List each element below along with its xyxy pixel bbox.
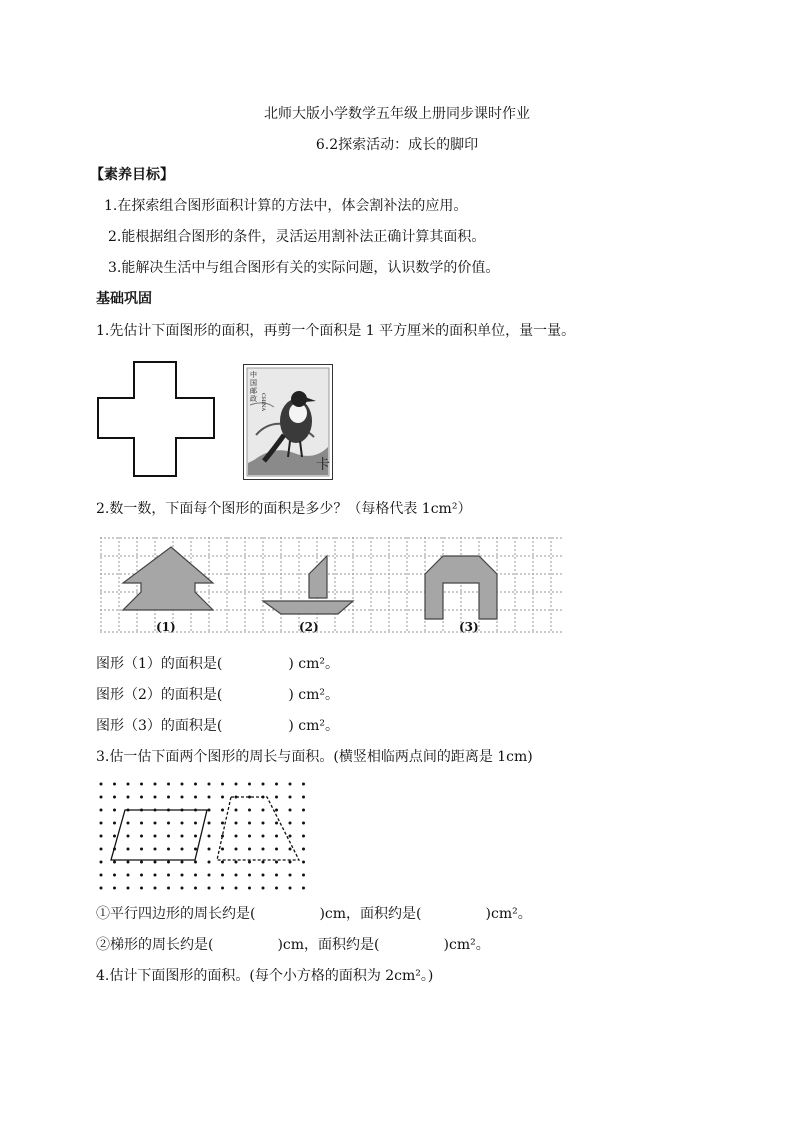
grid-dot [154, 822, 157, 825]
grid-dot [100, 822, 103, 825]
grid-dot [208, 861, 211, 864]
grid-dot [127, 874, 130, 877]
grid-dot [248, 822, 251, 825]
grid-dot [208, 835, 211, 838]
grid-dot [302, 822, 305, 825]
grid-dot [235, 861, 238, 864]
goals-heading: 【素养目标】 [90, 167, 174, 183]
grid-dot [154, 861, 157, 864]
page-title: 北师大版小学数学五年级上册同步课时作业 [264, 106, 530, 122]
grid-dot [127, 796, 130, 799]
shape-1-label: (1) [156, 620, 176, 634]
grid-dot [235, 887, 238, 890]
grid-dot [127, 887, 130, 890]
grid-dot [100, 809, 103, 812]
grid-dot [275, 887, 278, 890]
grid-dot [248, 809, 251, 812]
grid-dot [140, 887, 143, 890]
grid-dot [194, 783, 197, 786]
trapezoid-shape [217, 797, 299, 860]
grid-dot [181, 783, 184, 786]
grid-dot [113, 874, 116, 877]
grid-dot [113, 783, 116, 786]
grid-dot [221, 848, 224, 851]
grid-dot [289, 835, 292, 838]
grid-dot [113, 809, 116, 812]
grid-dot [221, 809, 224, 812]
parallelogram-area-suffix: )cm²。 [485, 906, 532, 922]
grid-dot [302, 887, 305, 890]
stamp-subtext: CHINA [260, 393, 266, 412]
grid-dot [181, 835, 184, 838]
grid-dot [181, 874, 184, 877]
grid-dot [113, 822, 116, 825]
grid-dot [289, 861, 292, 864]
grid-dot [248, 848, 251, 851]
grid-dot [100, 861, 103, 864]
answer-2-suffix: ) cm²。 [288, 687, 340, 703]
grid-dot [167, 887, 170, 890]
grid-dot [221, 861, 224, 864]
grid-dot [302, 809, 305, 812]
grid-dot [235, 822, 238, 825]
shape-3-label: (3) [459, 620, 479, 634]
grid-dot [289, 822, 292, 825]
grid-dot [208, 783, 211, 786]
grid-dot [289, 848, 292, 851]
grid-dot [167, 861, 170, 864]
grid-dot [154, 874, 157, 877]
grid-dot [167, 783, 170, 786]
question-1-text: 1.先估计下面图形的面积，再剪一个面积是 1 平方厘米的面积单位，量一量。 [96, 323, 576, 339]
trapezoid-area-suffix: )cm²。 [443, 937, 490, 953]
grid-dot [248, 783, 251, 786]
grid-dot [113, 796, 116, 799]
grid-dot [181, 887, 184, 890]
grid-dot [140, 822, 143, 825]
grid-dot [235, 783, 238, 786]
grid-dot [289, 783, 292, 786]
grid-dot [208, 809, 211, 812]
grid-dot [235, 809, 238, 812]
grid-dot [208, 848, 211, 851]
parallelogram-area-prefix: )cm，面积约是( [319, 906, 422, 922]
goal-item-1: 1.在探索组合图形面积计算的方法中，体会割补法的应用。 [104, 198, 468, 214]
grid-dot [275, 796, 278, 799]
grid-dot [208, 887, 211, 890]
grid-dot [262, 783, 265, 786]
grid-dot [100, 848, 103, 851]
dot-grid-figure [96, 780, 318, 892]
grid-dot [221, 887, 224, 890]
page-subtitle: 6.2探索活动：成长的脚印 [315, 137, 479, 153]
grid-dot [302, 874, 305, 877]
grid-dot [167, 835, 170, 838]
grid-dot [127, 835, 130, 838]
grid-dot [181, 861, 184, 864]
grid-dot [140, 848, 143, 851]
grid-dot [289, 887, 292, 890]
grid-dot [235, 874, 238, 877]
trapezoid-perimeter-prefix: ②梯形的周长约是( [96, 937, 214, 953]
grid-dot [221, 796, 224, 799]
answer-3-prefix: 图形（3）的面积是( [96, 718, 223, 734]
answer-line-2 [96, 686, 339, 704]
grid-dot [100, 796, 103, 799]
grid-dot [208, 822, 211, 825]
answer-1-prefix: 图形（1）的面积是( [96, 656, 223, 672]
grid-dot [194, 874, 197, 877]
grid-dot [140, 874, 143, 877]
shape-2-label: (2) [299, 620, 319, 634]
grid-dot [127, 783, 130, 786]
grid-dot [140, 861, 143, 864]
grid-dot [208, 874, 211, 877]
grid-dot [140, 796, 143, 799]
grid-dot [154, 887, 157, 890]
parallelogram-perimeter-prefix: ①平行四边形的周长约是( [96, 906, 256, 922]
grid-dot [154, 783, 157, 786]
trapezoid-area-prefix: )cm，面积约是( [277, 937, 380, 953]
grid-dot [181, 822, 184, 825]
answer-line-3 [96, 717, 339, 735]
grid-dot [154, 848, 157, 851]
grid-dot [113, 861, 116, 864]
grid-dot [154, 796, 157, 799]
answer-2-prefix: 图形（2）的面积是( [96, 687, 223, 703]
grid-dot [154, 835, 157, 838]
grid-dot [127, 848, 130, 851]
grid-dot [194, 861, 197, 864]
grid-dot [100, 887, 103, 890]
grid-dot [127, 861, 130, 864]
grid-dot [235, 835, 238, 838]
grid-dot [275, 783, 278, 786]
shape-2-sail [309, 556, 327, 598]
grid-dot [248, 835, 251, 838]
question-4-text: 4.估计下面图形的面积。(每个小方格的面积为 2cm²。) [96, 968, 434, 984]
grid-dot [289, 874, 292, 877]
grid-dot [248, 887, 251, 890]
answer-line-trapezoid [96, 936, 490, 954]
grid-dot [194, 822, 197, 825]
grid-dot [302, 861, 305, 864]
grid-dot [262, 874, 265, 877]
grid-dot [275, 874, 278, 877]
grid-dot [100, 874, 103, 877]
grid-dot [262, 887, 265, 890]
grid-dot [181, 796, 184, 799]
shape-2-hull [263, 601, 353, 614]
goal-item-3: 3.能解决生活中与组合图形有关的实际问题，认识数学的价值。 [108, 260, 500, 276]
grid-dot [262, 835, 265, 838]
grid-dot [208, 796, 211, 799]
grid-dot [248, 861, 251, 864]
question-2-text: 2.数一数，下面每个图形的面积是多少？（每格代表 1cm²） [96, 501, 472, 517]
grid-dot [194, 848, 197, 851]
grid-dot [302, 783, 305, 786]
grid-dot [275, 809, 278, 812]
grid-dot [275, 861, 278, 864]
grid-dot [289, 809, 292, 812]
grid-dot [194, 796, 197, 799]
grid-dot [302, 848, 305, 851]
grid-dot [302, 835, 305, 838]
grid-dot [262, 822, 265, 825]
grid-dot [289, 796, 292, 799]
grid-dot [275, 835, 278, 838]
grid-dot [194, 835, 197, 838]
grid-dot [262, 809, 265, 812]
grid-dot [113, 887, 116, 890]
grid-dot [181, 848, 184, 851]
grid-dot [221, 822, 224, 825]
grid-dot [113, 835, 116, 838]
parallelogram-shape [111, 810, 207, 860]
grid-dot [275, 822, 278, 825]
stamp-image [243, 364, 333, 480]
grid-dot [140, 783, 143, 786]
answer-1-suffix: ) cm²。 [288, 656, 340, 672]
grid-dot [221, 783, 224, 786]
stamp-text: 中国邮政 [250, 371, 257, 403]
grid-dot [167, 874, 170, 877]
question-3-text: 3.估一估下面两个图形的周长与面积。(横竖相临两点间的距离是 1cm) [96, 749, 533, 765]
grid-dot [262, 861, 265, 864]
grid-dot [194, 887, 197, 890]
grid-dot [221, 874, 224, 877]
grid-dot [262, 848, 265, 851]
grid-dot [140, 835, 143, 838]
grid-dot [167, 796, 170, 799]
answer-3-suffix: ) cm²。 [288, 718, 340, 734]
grid-dot [100, 783, 103, 786]
grid-dot [167, 848, 170, 851]
grid-dot [248, 874, 251, 877]
grid-dot [167, 822, 170, 825]
grid-dot [127, 822, 130, 825]
grid-dot [100, 835, 103, 838]
grid-dot [275, 848, 278, 851]
grid-dot [235, 848, 238, 851]
answer-line-parallelogram [96, 905, 532, 923]
stamp-denomination: 卡 [316, 457, 330, 473]
grid-dot [302, 796, 305, 799]
answer-line-1 [96, 655, 339, 673]
cross-shape-figure [96, 360, 216, 478]
section-heading: 基础巩固 [96, 291, 152, 307]
goal-item-2: 2.能根据组合图形的条件，灵活运用割补法正确计算其面积。 [108, 229, 486, 245]
